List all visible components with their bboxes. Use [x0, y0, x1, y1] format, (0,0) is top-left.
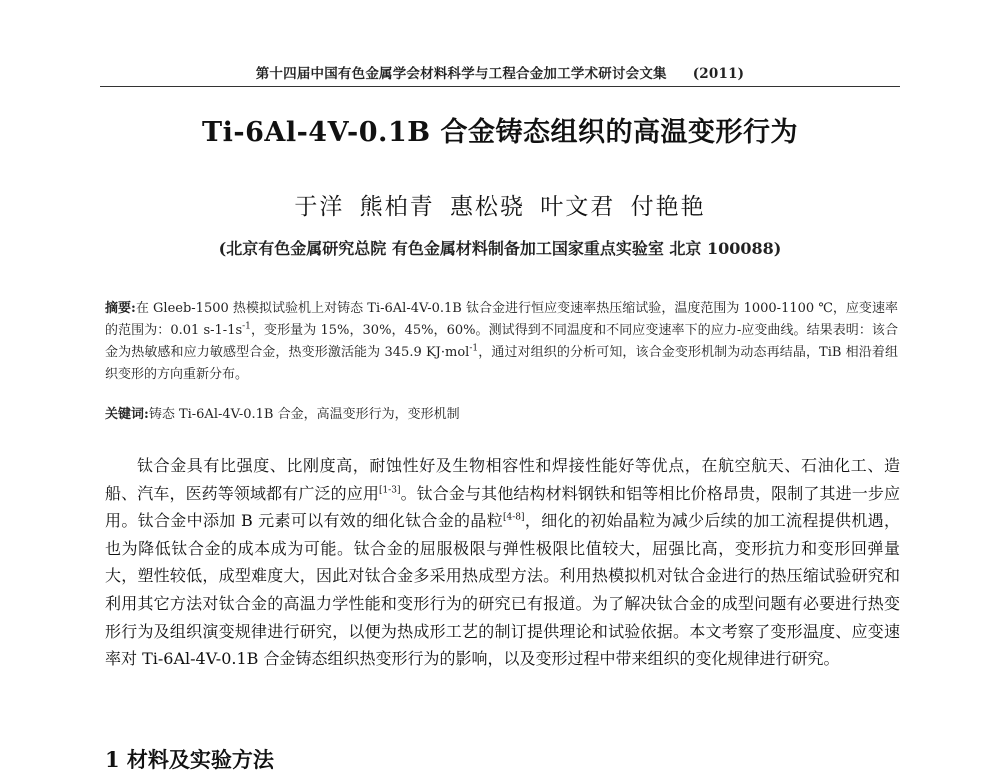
abstract-superscript-1: -1 [242, 321, 251, 332]
abstract-label: 摘要: [105, 301, 136, 316]
body-paragraph [105, 452, 900, 673]
keywords-label: 关键词: [105, 407, 149, 422]
header-rule [100, 86, 900, 87]
body-segment-2: 。钛合金与其他结构材料钢铁和铝等相比价格昂贵，限制了其进一步应用。钛合金中添加 B 元素可以有效的细化钛合金的晶粒 [105, 483, 900, 531]
running-header-title: 第十四届中国有色金属学会材料科学与工程合金加工学术研讨会文集 [255, 66, 667, 82]
running-header-year: (2011) [692, 66, 745, 82]
keywords [105, 404, 898, 426]
abstract-superscript-2: -1 [469, 343, 479, 354]
abstract-text-part3: ，通过对组织的分析可知，该合金变形机制为动态再结晶，TiB 相沿着组织变形的方向重新分布。 [105, 345, 898, 382]
body-segment-1: 钛合金具有比强度、比刚度高，耐蚀性好及生物相容性和焊接性能好等优点，在航空航天、石油化工、造船、汽车，医药等领域都有广泛的应用 [105, 456, 900, 503]
affiliation: (北京有色金属研究总院 有色金属材料制备加工国家重点实验室 北京 100088) [218, 239, 782, 258]
abstract-text-part2: ，变形量为 15%，30%，45%，60%。测试得到不同温度和不同应变速率下的应力-应变曲线。结果表明：该合金为热敏感和应力敏感型合金，热变形激活能为 345.9 KJ·mol [105, 323, 898, 360]
section-heading: 1 材料及实验方法 [105, 747, 274, 772]
running-header [100, 62, 900, 82]
abstract [105, 298, 898, 386]
citation-ref-2: [4-8] [503, 512, 525, 523]
abstract-text-part1: 在 Gleeb-1500 热模拟试验机上对铸态 Ti-6Al-4V-0.1B 钛合金进行恒应变速率热压缩试验，温度范围为 1000-1100 ℃，应变速率的范围为：0.01 s-1-1s [105, 301, 898, 338]
author-list: 于洋 熊柏青 惠松骁 叶文君 付艳艳 [294, 194, 706, 220]
paper-title: Ti-6Al-4V-0.1B 合金铸态组织的高温变形行为 [202, 117, 798, 148]
keywords-text: 铸态 Ti-6Al-4V-0.1B 合金，高温变形行为，变形机制 [148, 407, 460, 422]
citation-ref-1: [1-3] [378, 485, 401, 496]
body-segment-3: ，细化的初始晶粒为减少后续的加工流程提供机遇，也为降低钛合金的成本成为可能。钛合金的屈服极限与弹性极限比值较大，屈强比高，变形抗力和变形回弹量大，塑性较低，成型难度大，因此对钛合金多采用热成型方法。利用热模拟机对钛合金进行的热压缩试验研究和利用其它方法对钛合金的高温力学性能和变形行为的研究已有报道。为了解决钛合金的成型问题有必要进行热变形行为及组织演变规律进行研究，以便为热成形工艺的制订提供理论和试验依据。本文考察了变形温度、应变速率对 Ti-6Al-4V-0.1B 合金铸态组织热变形行为的影响，以及变形过程中带来组织的变化规律进行研究。 [105, 511, 900, 669]
